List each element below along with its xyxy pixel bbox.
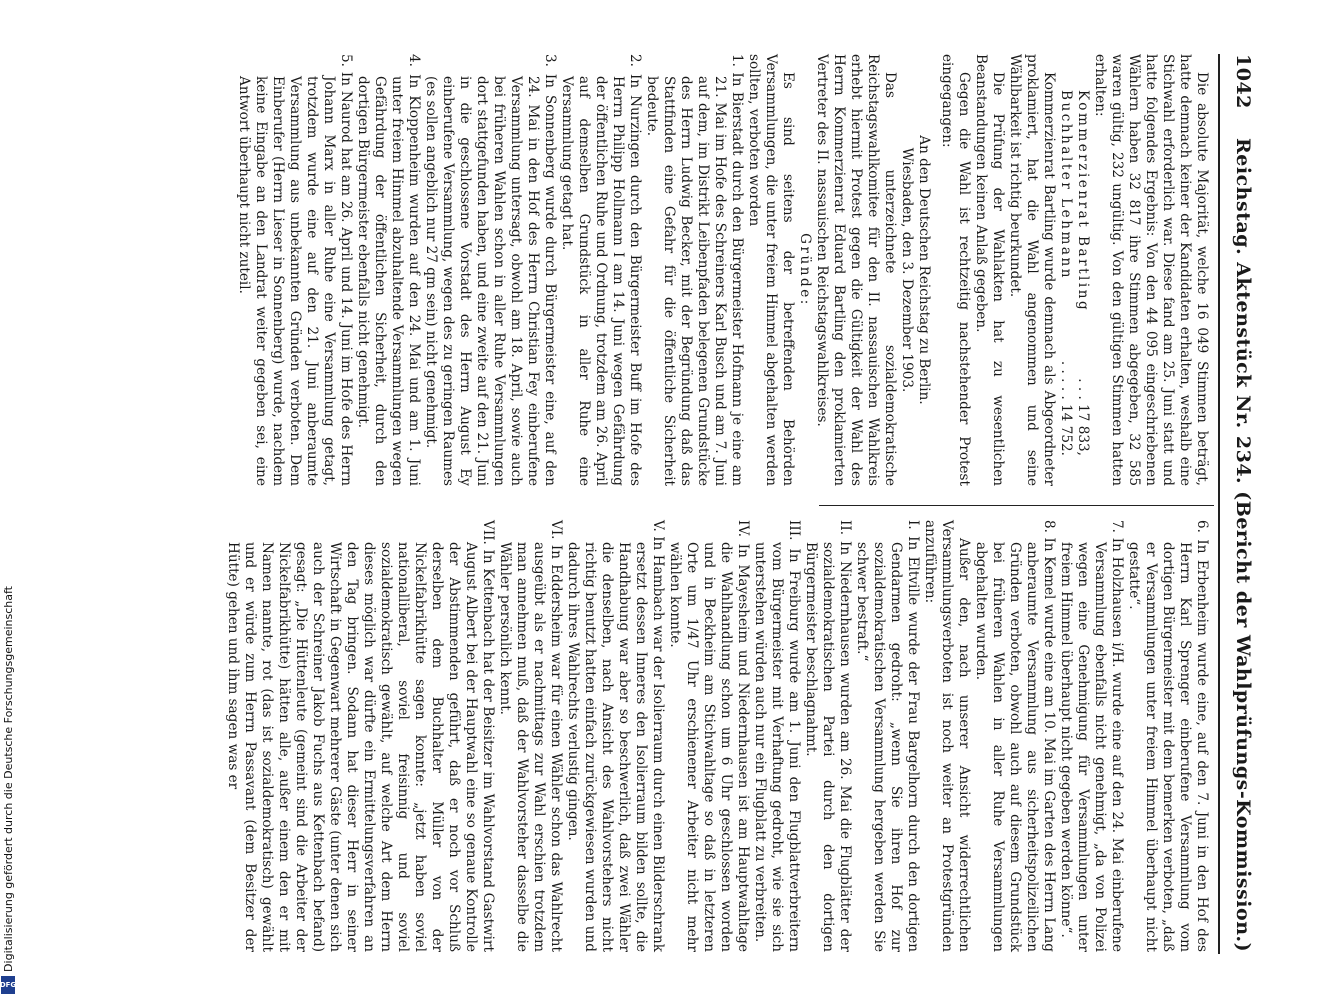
reasons-heading: Gründe: bbox=[797, 233, 813, 307]
page-number: 1042 bbox=[1232, 54, 1254, 109]
digitization-credit: Digitalisierung gefördert durch die Deutsche Forschungsgemeinschaft bbox=[2, 586, 15, 972]
list-item: V. In Hambach war der Isolierraum durch einen Bilderschrank ersetzt dessen Inneres den Isolierraum bilden sollte, die Handhabung war aber so beschwerlich, daß zwei Wähler die denselben, nach Ansicht des Wahlvorstehers nicht richtig benutzt hatten einfach zurückgewiesen wurden und dadurch ihres Wahlrechts verlustig gingen. bbox=[565, 520, 666, 952]
result-votes: . . . . . 14 752. bbox=[1058, 360, 1074, 456]
paragraph-further-grounds: Außer den, nach unserer Ansicht widerrechtlichen Versammlungsverboten ist noch weiter an Protestgründen anzuführen: bbox=[922, 520, 972, 952]
list-item: 7. In Holzhausen i/H. wurde eine auf den 24. Mai einberufene Versammlung ebenfalls nicht genehmigt, „da von Polizei wegen eine Genehmigung für Versammlungen unter freiem Himmel überhaupt nicht gegeben werden könne“. bbox=[1058, 520, 1125, 952]
column-divider bbox=[819, 505, 1214, 506]
result-votes: . . . 17 833, bbox=[1075, 378, 1091, 456]
result-name: Kommerzienrat Bartling bbox=[1075, 90, 1091, 313]
list-item: 4. In Kloppenheim wurden auf den 24. Mai und am 1. Juni unter freiem Himmel abzuhaltende Versammlungen wegen Gefährdung der öffentlichen Sicherheit, durch den dortigen Bürgermeister ebenfalls nicht genehmigt. bbox=[355, 54, 422, 486]
list-item: II. In Niedernhausen wurden am 26. Mai die Flugblätter der sozialdemokratischen Partei durch den dortigen Bürgermeister beschlagnahmt. bbox=[803, 520, 853, 952]
dfg-logo: DFG bbox=[1, 976, 15, 994]
list-item: 6. In Erbenheim wurde eine, auf den 7. Juni in den Hof des Herrn Karl Sprenger einberufene Versammlung vom dortigen Bürgermeister mit dem bemerken verboten, „daß er Versammlungen unter freiem Himmel überhaupt nicht gestatte“. bbox=[1126, 520, 1210, 952]
paragraph-proclamation: Kommerzienrat Bartling wurde demnach als Abgeordneter proklamiert, hat die Wahl angenommen und seine Wählbarkeit ist richtig beurkundet. bbox=[1007, 54, 1057, 486]
list-item: 8. In Kemel wurde eine am 10. Mai im Garten des Herrn Lang anberaumte Versammlung aus sicherheitspolizeilichen Gründen verboten, obwohl auch auf diesem Grundstück bei früheren Wahlen in aller Ruhe Versammlungen abgehalten wurden. bbox=[973, 520, 1057, 952]
document-page bbox=[52, 10, 1272, 990]
list-item: 3. In Sonnenberg wurde durch Bürgermeister eine, auf den 24. Mai in den Hof des Herrn Christian Fey einberufene Versammlung untersagt, obwohl am 18. April, sowie auch bei früheren Wahlen schon in aller Ruhe Versammlungen dort stattgefunden haben, und eine zweite auf den 21. Juni in die geschlossene Vorstadt des Herrn August Ey einberufene Versammlung, wegen des zu geringen Raumes (es sollen angeblich nur 27 qm sein) nicht genehmigt. bbox=[423, 54, 558, 486]
paragraph-reasons-intro: Es sind seitens der betreffenden Behörden Versammlungen, die unter freiem Himmel abgehalten werden sollten, verboten worden bbox=[746, 54, 796, 486]
list-item: 1. In Bierstadt durch den Bürgermeister Hofmann je eine am 21. Mai im Hofe des Schreiners Karl Busch und am 7. Juni auf dem, im Distrikt Leibenpfaden belegenen Grundstücke des Herrn Ludwig Becker, mit der Begründung daß das Stattfinden eine Gefahr für die öffentliche Sicherheit bedeute. bbox=[644, 54, 745, 486]
list-item: VI. In Eddersheim war für einen Wähler schon das Wahlrecht ausgeübt als er nachmittags zur Wahl erschien trotzdem man annehmen muß, daß der Wahlvorsteher dasselbe die Wähler persönlich kennt. bbox=[497, 520, 564, 952]
result-row bbox=[1074, 54, 1091, 486]
list-item: 2. In Nurzingen durch den Bürgermeister Buff im Hofe des Herrn Philipp Hollmann I am 14. Juni wegen Gefährdung der öffentlichen Ruhe und Ordnung, trotzdem am 26. April auf demselben Grundstück in aller Ruhe eine Versammlung getagt hat. bbox=[559, 54, 643, 486]
page-title: Reichstag. Aktenstück Nr. 234. (Bericht der Wahlprüfungs-Kommission.) bbox=[1232, 138, 1254, 953]
paragraph-majority: Die absolute Majorität, welche 16 049 Stimmen beträgt, hatte demnach keiner der Kandidaten erhalten, weshalb eine Stichwahl erforderlich war. Diese fand am 25. Juni statt und hatte folgendes Ergebnis: Von den 44 095 eingeschriebenen Wählern haben 32 817 ihre Stimmen abgegeben, 32 585 waren gültig, 232 ungültig. Von den gültigen Stimmen hatten erhalten: bbox=[1092, 54, 1210, 486]
address: An den Deutschen Reichstag zu Berlin. bbox=[916, 135, 932, 405]
list-item: I. In Eltville wurde der Frau Bargelhorn durch den dortigen Gendarmen gedroht: „wenn Sie ihren Hof zur sozialdemokratischen Versammlung hergeben werden Sie schwer bestraft.“ bbox=[854, 520, 921, 952]
list-item: III. In Freiburg wurde am 1. Juni den Flugblattverbreitern vom Bürgermeister mit Verhaftung gedroht, wie sie sich unterstehen würden auch nur ein Flugblatt zu verbreiten. bbox=[752, 520, 802, 952]
running-head bbox=[1218, 54, 1254, 954]
left-column bbox=[235, 54, 1210, 486]
list-item: IV. In Mayesheim und Niedernhausen ist am Hauptwahltage die Wahlhandlung schon um 6 Uhr geschlossen worden und in Beckheim am Stichwahltage so daß in letzteren Orte um 1/47 Uhr erschienener Arbeiter nicht mehr wählen konnte. bbox=[667, 520, 751, 952]
right-column bbox=[224, 520, 1210, 952]
paragraph-review: Die Prüfung der Wahlakten hat zu wesentlichen Beanstandungen keinen Anlaß gegeben. bbox=[973, 54, 1006, 486]
dateline: Wiesbaden, den 3. Dezember 1903. bbox=[899, 147, 915, 393]
paragraph-protest-intro: Gegen die Wahl ist rechtzeitig nachstehender Protest eingegangen: bbox=[939, 54, 972, 486]
result-name: Buchhalter Lehmann bbox=[1058, 90, 1074, 280]
list-item: 5. In Naurod hat am 26. April und 14. Juni im Hofe des Herrn Johann Marx in aller Ruhe eine Versammlung getagt, trotzdem wurde eine auf den 21. Juni anberaumte Versammlung aus unbekannten Gründen verboten. Dem Einberufer (Herrn Lieser in Sonnenberg) wurde, nachdem keine Eingabe an den Landrat weiter gegeben sei, eine Antwort überhaupt nicht zuteil. bbox=[236, 54, 354, 486]
result-row bbox=[1057, 54, 1074, 486]
paragraph-protest: Das unterzeichnete sozialdemokratische Reichstagswahlkomitee für den II. nassauischen Wahlkreis erhebt hiermit Protest gegen die Gültigkeit der Wahl des Herrn Kommerzienrat Eduard Bartling den proklamierten Vertreter des II. nassauischen Reichstagswahlkreises. bbox=[814, 54, 898, 486]
list-item: VII. In Kettenbach hat der Beisitzer im Wahlvorstand Gastwirt August Albert bei der Hauptwahl eine so genaue Kontrolle der Abstimmenden geführt, daß er noch vor Schluß derselben dem Buchhalter Müller von der Nickelfabrikhütte sagen konnte: „jetzt haben soviel nationalliberal, soviel freisinnig und soviel sozialdemokratisch gewählt, auf welche Art dem Herrn dieses möglich war dürfte ein Ermittelungsverfahren an den Tag bringen. Sodann hat dieser Herr in seiner Wirtschaft in Gegenwart mehrerer Gäste (unter denen sich auch der Schreiner Jakob Fuchs aus Kettenbach befand) gesagt: „Die Hüttenleute (gemeint sind die Arbeiter der Nickelfabrikhütte) hätten alle, außer einem den er mit Namen nannte, rot (das ist sozialdemokratisch) gewählt und er würde zum Herrn Passavant (dem Besitzer der Hütte) gehen und ihm sagen was er bbox=[225, 520, 496, 952]
